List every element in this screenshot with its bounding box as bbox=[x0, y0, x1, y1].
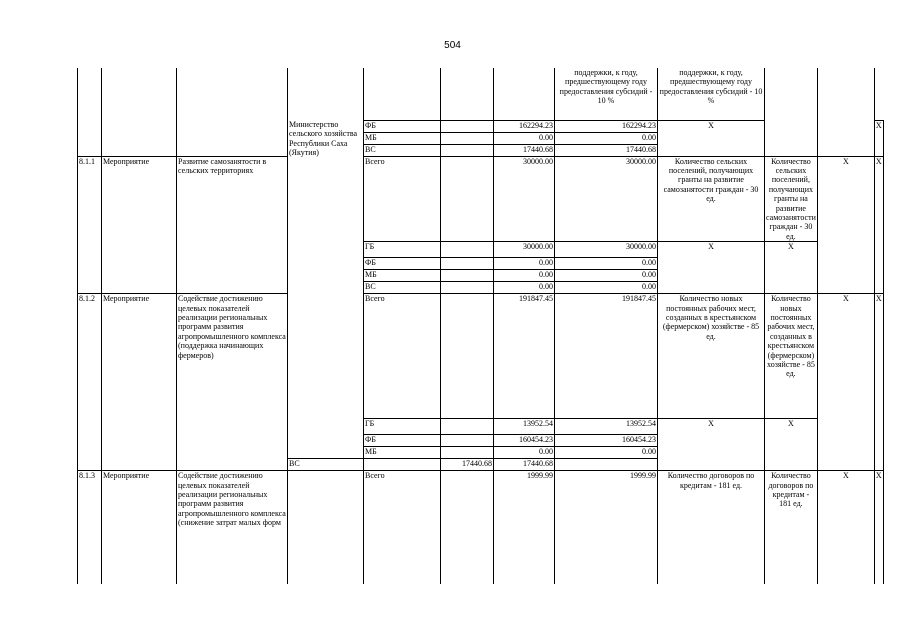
fact-value: 0.00 bbox=[555, 258, 658, 270]
funding-source: Всего bbox=[364, 294, 441, 419]
fact-value: 17440.68 bbox=[494, 459, 555, 471]
funding-source: ФБ bbox=[364, 435, 441, 447]
total-fact: 1999.99 bbox=[555, 471, 658, 584]
mark-cell: X bbox=[817, 156, 874, 294]
plan-value: 0.00 bbox=[494, 447, 555, 459]
funding-source: Всего bbox=[364, 471, 441, 584]
fact-value: 30000.00 bbox=[555, 242, 658, 258]
item-type: Мероприятие bbox=[102, 471, 177, 584]
funding-source: ГБ bbox=[364, 242, 441, 258]
plan-value: 0.00 bbox=[494, 258, 555, 270]
fact-value: 0.00 bbox=[555, 282, 658, 294]
plan-value: 0.00 bbox=[494, 282, 555, 294]
fact-value: 160454.23 bbox=[555, 435, 658, 447]
item-name: Содействие достижению целевых показателей реализации региональных программ развития агропромышленного комплекса (снижение затрат малых форм bbox=[177, 471, 288, 584]
indicator-plan: Количество сельских поселений, получающих гранты на развитие самозанятости граждан - 30 ед. bbox=[658, 156, 765, 242]
mark-cell: X bbox=[658, 242, 765, 294]
indicator-plan: поддержки, к году, предшествующему году предоставления субсидий - 10 % bbox=[555, 68, 658, 120]
mark-cell: X bbox=[874, 471, 883, 584]
item-name: Содействие достижению целевых показателей реализации региональных программ развития агропромышленного комплекса (поддержка начинающих фермеров) bbox=[177, 294, 288, 471]
indicator-fact: Количество договоров по кредитам - 181 ед. bbox=[765, 471, 818, 584]
plan-value: 17440.68 bbox=[494, 144, 555, 156]
plan-value: 160454.23 bbox=[494, 435, 555, 447]
program-table bbox=[77, 68, 884, 584]
table-row bbox=[78, 156, 884, 242]
item-name: Развитие самозанятости в сельских территориях bbox=[177, 156, 288, 294]
table-row bbox=[78, 471, 884, 584]
indicator-fact: Количество сельских поселений, получающих гранты на развитие самозанятости граждан - 30 ед. bbox=[766, 156, 816, 241]
funding-source: МБ bbox=[364, 270, 441, 282]
plan-value: 0.00 bbox=[494, 132, 555, 144]
plan-value: 0.00 bbox=[494, 270, 555, 282]
fact-value: 13952.54 bbox=[555, 419, 658, 435]
mark-cell: X bbox=[658, 419, 765, 471]
mark-cell: X bbox=[765, 419, 818, 471]
total-fact: 30000.00 bbox=[555, 156, 658, 242]
item-type: Мероприятие bbox=[102, 156, 177, 294]
executor-cell bbox=[288, 68, 364, 459]
indicator-plan: Количество договоров по кредитам - 181 ед. bbox=[658, 471, 765, 584]
fact-value: 0.00 bbox=[555, 270, 658, 282]
mark-cell: X bbox=[658, 120, 765, 156]
item-number: 8.1.3 bbox=[78, 471, 102, 584]
indicator-fact: Количество новых постоянных рабочих мест, созданных в крестьянском (фермерском) хозяйстве - 85 ед. bbox=[765, 294, 818, 419]
table-row bbox=[78, 68, 884, 120]
funding-source: ВС bbox=[364, 282, 441, 294]
fact-value: 162294.23 bbox=[555, 120, 658, 132]
mark-cell: X bbox=[874, 120, 883, 156]
mark-cell: X bbox=[874, 156, 883, 294]
funding-source: МБ bbox=[364, 132, 441, 144]
plan-value: 17440.68 bbox=[441, 459, 494, 471]
item-number: 8.1.2 bbox=[78, 294, 102, 471]
funding-source: ФБ bbox=[364, 120, 441, 132]
funding-source: МБ bbox=[364, 447, 441, 459]
total-plan: 1999.99 bbox=[494, 471, 555, 584]
fact-value: 17440.68 bbox=[555, 144, 658, 156]
total-plan: 30000.00 bbox=[494, 156, 555, 242]
mark-cell: X bbox=[817, 471, 874, 584]
item-type: Мероприятие bbox=[102, 294, 177, 471]
mark-cell: X bbox=[765, 242, 818, 294]
indicator-plan: Количество новых постоянных рабочих мест, созданных в крестьянском (фермерском) хозяйстве - 85 ед. bbox=[658, 294, 765, 419]
mark-cell: X bbox=[817, 294, 874, 471]
page-number: 504 bbox=[444, 40, 461, 51]
fact-value: 0.00 bbox=[555, 447, 658, 459]
plan-value: 13952.54 bbox=[494, 419, 555, 435]
funding-source: ФБ bbox=[364, 258, 441, 270]
funding-source: Всего bbox=[364, 156, 441, 242]
item-number: 8.1.1 bbox=[78, 156, 102, 294]
fact-value: 0.00 bbox=[555, 132, 658, 144]
plan-value: 30000.00 bbox=[494, 242, 555, 258]
funding-source: ГБ bbox=[364, 419, 441, 435]
funding-source: ВС bbox=[364, 144, 441, 156]
plan-value: 162294.23 bbox=[494, 120, 555, 132]
mark-cell: X bbox=[874, 294, 883, 471]
table-row bbox=[78, 294, 884, 419]
total-plan: 191847.45 bbox=[494, 294, 555, 419]
total-fact: 191847.45 bbox=[555, 294, 658, 419]
executor-text: Министерство сельского хозяйства Республики Саха (Якутия) bbox=[289, 120, 358, 158]
indicator-fact: поддержки, к году, предшествующему году предоставления субсидий - 10 % bbox=[658, 68, 765, 120]
funding-source: ВС bbox=[288, 459, 364, 471]
